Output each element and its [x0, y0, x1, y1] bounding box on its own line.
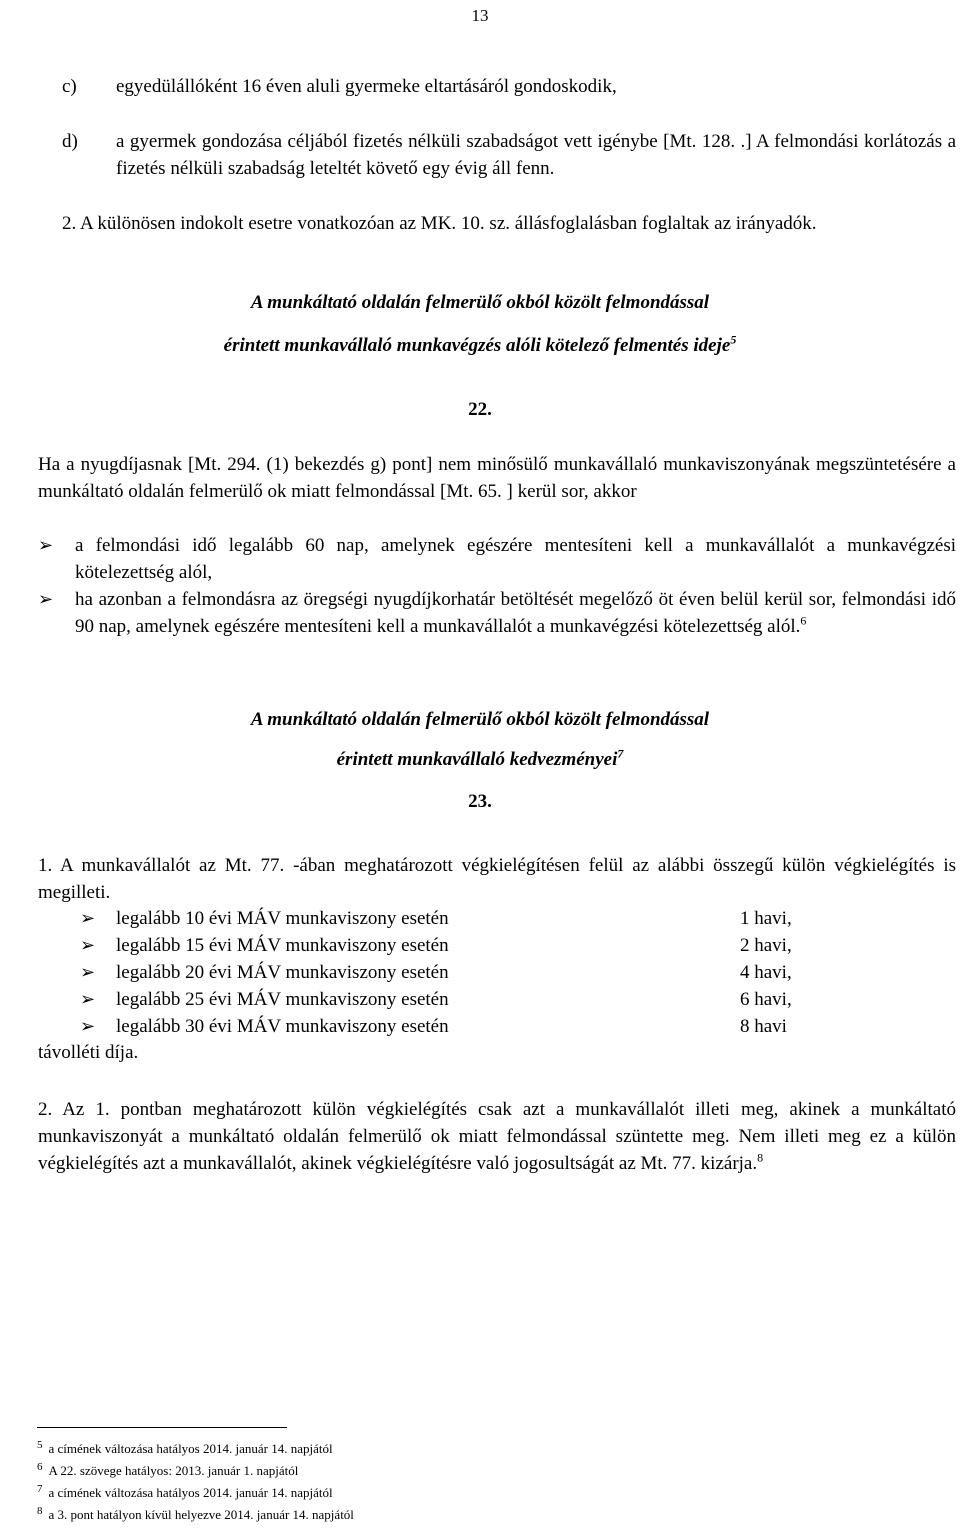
severance-row-value: 1 havi, [740, 908, 792, 929]
heading-1-line2: érintett munkavállaló munkavégzés alóli kötelező felmentés ideje$^5$ [223, 332, 737, 356]
footnote-ref-5: 5 [730, 332, 737, 347]
severance-row-label: legalább 10 évi MÁV munkaviszony esetén [116, 908, 449, 929]
arrowhead-bullet-icon: ➢ [80, 962, 96, 983]
footnote-ref-7: 7 [617, 746, 624, 761]
severance-row-label: legalább 15 évi MÁV munkaviszony esetén [116, 935, 449, 956]
section-23-after-rows: távolléti díja. [38, 1042, 139, 1063]
footnote-6 [37, 1460, 299, 1479]
section-23-paragraph-1: 1. A munkavállalót az Mt. 77. -ában meghatározott végkielégítésen felül az alábbi összegű külön végkielégítés is megilleti. [38, 855, 956, 903]
item-d-text: a gyermek gondozása céljából fizetés nélküli szabadságot vett igénybe [Mt. 128. .] A felmondási korlátozás a fizetés nélküli szabadság leteltét követő egy évig áll fenn. [116, 131, 956, 179]
footnote-7 [37, 1482, 333, 1501]
footnote-divider [37, 1427, 287, 1428]
heading-2-line1: A munkáltató oldalán felmerülő okból közölt felmondással [250, 709, 710, 730]
severance-row-value: 2 havi, [740, 935, 792, 956]
arrowhead-bullet-icon: ➢ [38, 535, 54, 556]
footnote-ref-8: 8 [757, 1150, 764, 1165]
footnote-number: 8 [37, 1504, 43, 1517]
section-22-intro: Ha a nyugdíjasnak [Mt. 294. (1) bekezdés g) pont] nem minősülő munkavállaló munkaviszonyának megszüntetésére a munkáltató oldalán felmerülő ok miatt felmondással [Mt. 65. ] kerül sor, akkor [38, 454, 956, 502]
severance-row-label: legalább 20 évi MÁV munkaviszony esetén [116, 962, 449, 983]
severance-row-value: 8 havi [740, 1016, 787, 1037]
footnote-8 [37, 1504, 354, 1523]
item-d-label: d) [62, 131, 78, 152]
heading-2-line2: érintett munkavállaló kedvezményei$^7$ [336, 746, 624, 770]
footnote-text: a címének változása hatályos 2014. január 14. napjától [48, 1441, 333, 1456]
footnote-number: 6 [37, 1460, 43, 1473]
footnote-number: 7 [37, 1482, 43, 1495]
arrowhead-bullet-icon: ➢ [80, 989, 96, 1010]
page-number: 13 [471, 6, 489, 25]
section-22-number: 22. [468, 399, 492, 420]
footnote-number: 5 [37, 1438, 43, 1451]
severance-row-value: 6 havi, [740, 989, 792, 1010]
heading-1-line1: A munkáltató oldalán felmerülő okból közölt felmondással [250, 292, 710, 313]
footnote-text: a címének változása hatályos 2014. január 14. napjától [48, 1485, 333, 1500]
footnote-ref-6: 6 [800, 613, 807, 628]
footnote-5 [37, 1438, 333, 1457]
arrowhead-bullet-icon: ➢ [80, 935, 96, 956]
item-c-label: c) [62, 76, 77, 97]
footnote-text: A 22. szövege hatályos: 2013. január 1. napjától [48, 1463, 299, 1478]
section-23-paragraph-2: 2. Az 1. pontban meghatározott külön végkielégítés csak azt a munkavállalót illeti meg, akinek a munkáltató munkaviszonyát a munkáltató oldalán felmerülő ok miatt felmondással szüntette meg. Nem illeti meg ez a külön végkielégítés azt a munkavállalót, akinek végkielégítésre való jogosultságát az Mt. 77. kizárja.$^8$ [38, 1099, 956, 1174]
section-23-number: 23. [468, 791, 492, 812]
section-22-bullet-1: a felmondási idő legalább 60 nap, amelynek egészére mentesíteni kell a munkavállalót a munkavégzési kötelezettség alól, [75, 535, 956, 583]
footnote-text: a 3. pont hatályon kívül helyezve 2014. január 14. napjától [48, 1507, 354, 1522]
arrowhead-bullet-icon: ➢ [80, 908, 96, 929]
arrowhead-bullet-icon: ➢ [80, 1016, 96, 1037]
paragraph-2: 2. A különösen indokolt esetre vonatkozóan az MK. 10. sz. állásfoglalásban foglaltak az irányadók. [62, 213, 817, 234]
severance-row-label: legalább 30 évi MÁV munkaviszony esetén [116, 1016, 449, 1037]
severance-row-label: legalább 25 évi MÁV munkaviszony esetén [116, 989, 449, 1010]
arrowhead-bullet-icon: ➢ [38, 589, 54, 610]
section-22-bullet-2: ha azonban a felmondásra az öregségi nyugdíjkorhatár betöltését megelőző öt éven belül kerül sor, felmondási idő 90 nap, amelynek egészére mentesíteni kell a munkavállalót a munkavégzési kötelezettség alól.$^6$ [75, 589, 956, 637]
item-c-text: egyedülállóként 16 éven aluli gyermeke eltartásáról gondoskodik, [116, 76, 617, 97]
severance-row-value: 4 havi, [740, 962, 792, 983]
